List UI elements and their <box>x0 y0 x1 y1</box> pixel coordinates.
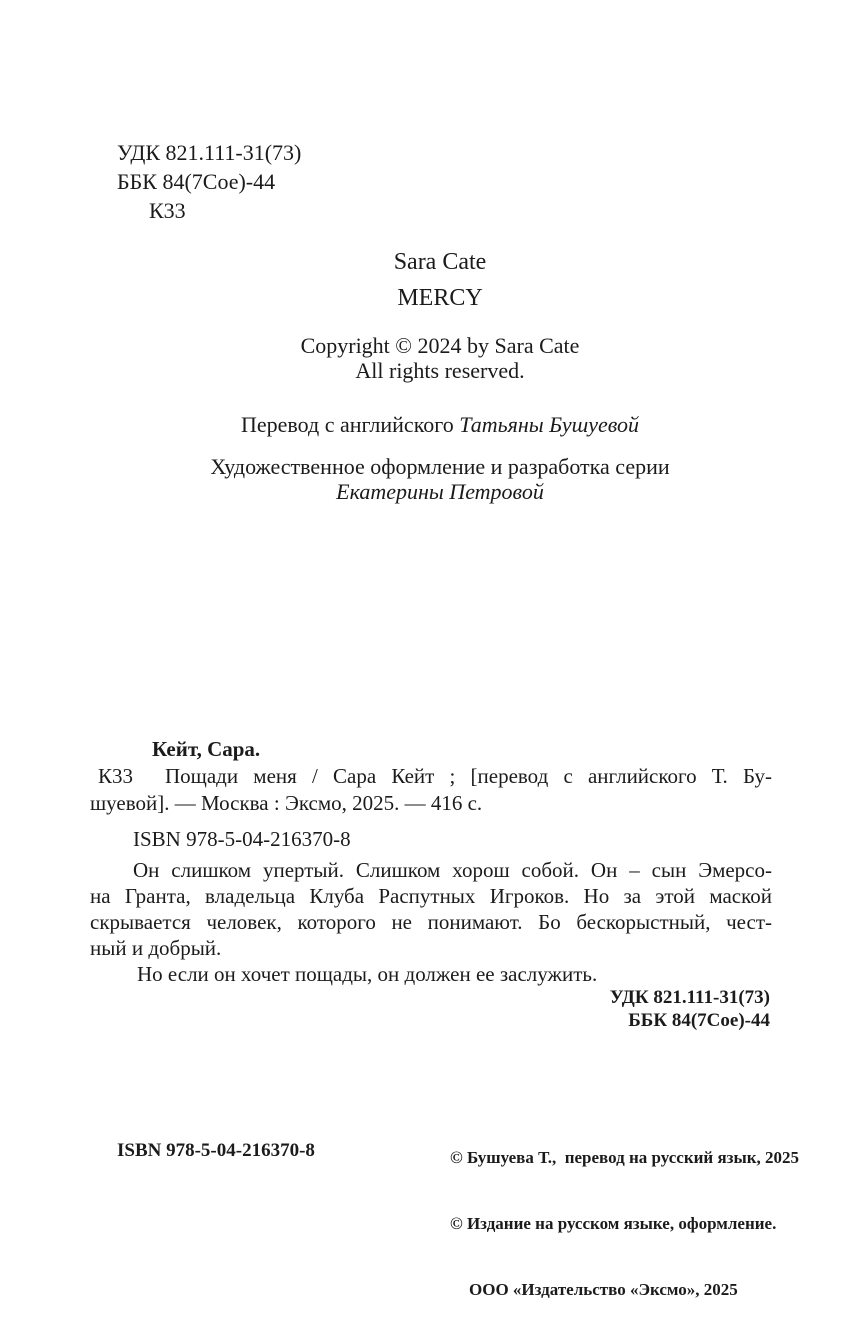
catalog-entry-text: Пощади меня / Сара Кейт ; [перевод с английского Т. Бу- <box>165 764 772 788</box>
annotation-closing-line: Но если он хочет пощады, он должен ее заслужить. <box>137 962 598 986</box>
classification-codes-right <box>90 986 770 1032</box>
author-sign: К33 <box>149 198 186 223</box>
annotation <box>90 857 772 987</box>
footer-copyrights <box>450 1103 799 1323</box>
designer-name: Екатерины Петровой <box>336 479 544 504</box>
catalog-entry-line: шуевой]. — Москва : Эксмо, 2025. — 416 с. <box>90 791 483 815</box>
annotation-line: на Гранта, владельца Клуба Распутных Игроков. Но за этой маской <box>90 884 772 908</box>
copyright-translation: © Бушуева Т., перевод на русский язык, 2025 <box>450 1148 800 1167</box>
design-credit: Художественное оформление и разработка серии <box>210 454 670 479</box>
top-classification-codes <box>117 138 301 225</box>
bbk-code: ББК 84(7Сое)-44 <box>117 169 276 194</box>
udk-code: УДК 821.111-31(73) <box>117 140 302 165</box>
translator-name: Татьяны Бушуевой <box>459 412 639 437</box>
catalog-card <box>90 736 772 853</box>
translation-credit <box>100 412 780 437</box>
publisher-line: ООО «Издательство «Эксмо», 2025 <box>469 1280 738 1299</box>
copyright-notice: Copyright © 2024 by Sara Cate <box>300 333 580 358</box>
annotation-line: Он слишком упертый. Слишком хорош собой. Он – сын Эмерсо- <box>133 858 772 882</box>
catalog-author-sign: К33 <box>98 764 134 788</box>
catalog-isbn: ISBN 978-5-04-216370-8 <box>133 827 351 851</box>
rights-notice: All rights reserved. <box>355 358 525 383</box>
original-author: Sara Cate <box>393 249 487 275</box>
original-title: MERCY <box>397 285 483 311</box>
title-block <box>100 250 780 504</box>
annotation-line: скрывается человек, которого не понимают. Бо бескорыстный, чест- <box>90 910 772 934</box>
catalog-heading: Кейт, Сара. <box>152 737 261 761</box>
bbk-code-right: ББК 84(7Сое)-44 <box>628 1010 770 1031</box>
annotation-line: ный и добрый. <box>90 936 222 960</box>
catalog-entry-line <box>90 763 772 790</box>
copyright-edition: © Издание на русском языке, оформление. <box>450 1214 777 1233</box>
footer-isbn: ISBN 978-5-04-216370-8 <box>117 1140 315 1161</box>
udk-code-right: УДК 821.111-31(73) <box>609 987 770 1008</box>
translation-credit-prefix: Перевод с английского <box>240 412 460 437</box>
